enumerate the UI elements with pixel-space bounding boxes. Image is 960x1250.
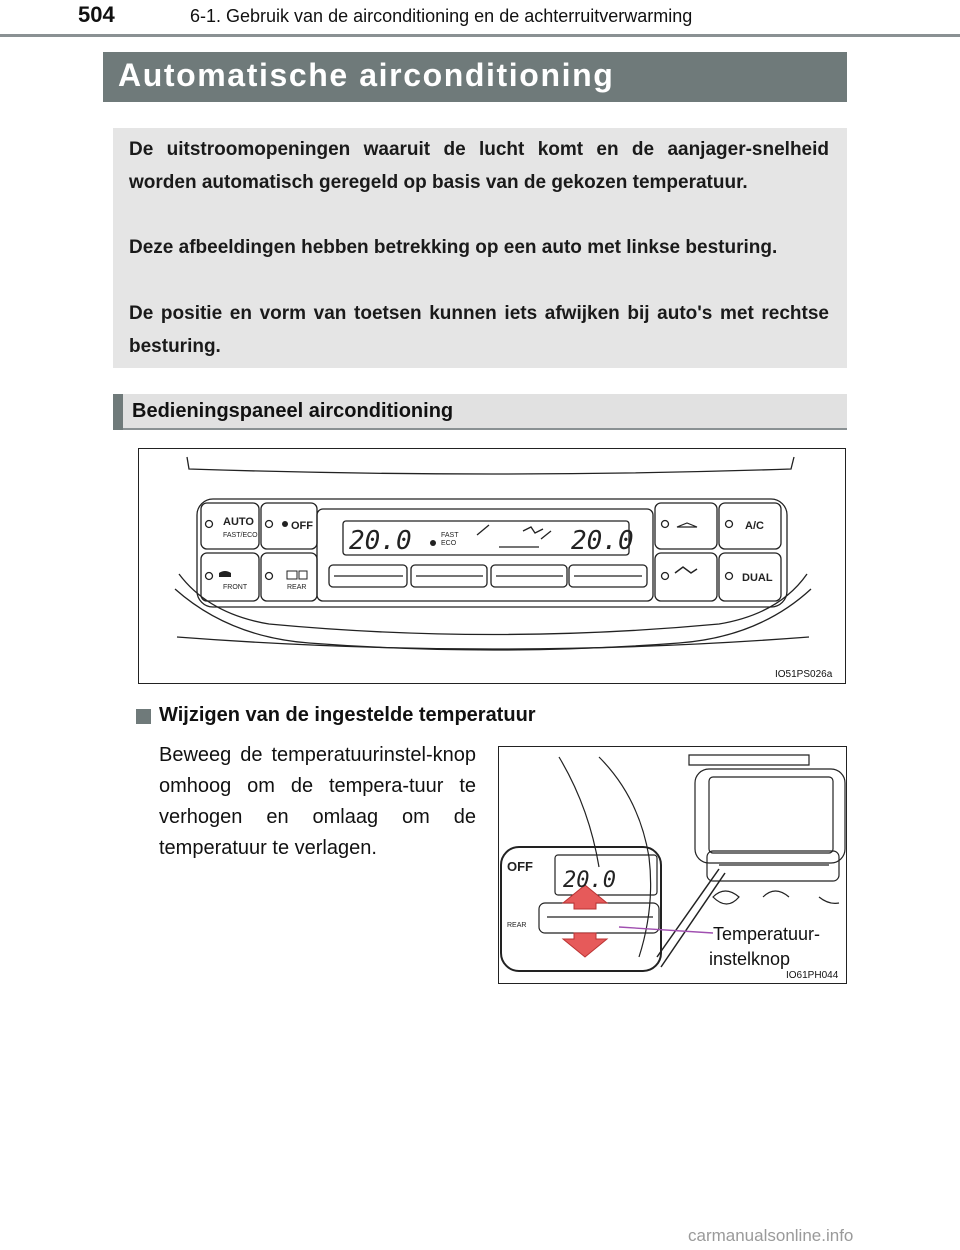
fig2-rear-fragment: REAR: [507, 922, 527, 929]
rear-defrost-label: REAR: [287, 584, 307, 591]
page-title: Automatische airconditioning: [118, 57, 615, 93]
auto-button-label: AUTO: [223, 516, 254, 528]
temperature-switch-figure: [498, 746, 847, 984]
watermark: carmanualsonline.info: [688, 1226, 854, 1245]
temperature-switch-illustration: [499, 747, 847, 984]
section-heading-accent: [113, 394, 123, 430]
figure-1-code: IO51PS026a: [775, 669, 833, 680]
intro-paragraph-2: Deze afbeeldingen hebben betrekking op een auto met linkse besturing.: [129, 237, 778, 258]
intro-paragraph-1: De uitstroomopeningen waaruit de lucht komt en de aanjager-snelheid worden automatisch geregeld op basis van de gekozen temperatuur.: [129, 139, 829, 193]
display-temp-right: 20.0: [571, 526, 634, 556]
figure-2-code: IO61PH044: [786, 970, 839, 981]
ac-button-label: A/C: [745, 520, 764, 532]
header-rule: [0, 34, 960, 37]
section-heading: Bedieningspaneel airconditioning: [132, 400, 454, 422]
fast-eco-label: FAST/ECO: [223, 532, 258, 539]
display-temp-left: 20.0: [349, 526, 412, 556]
fig2-off-fragment: OFF: [507, 859, 533, 874]
temperature-switch-label-line-2: instelknop: [709, 949, 791, 969]
control-panel-figure: [138, 448, 846, 684]
dual-button-label: DUAL: [742, 572, 773, 584]
subsection-body: Beweeg de temperatuurinstel-knop omhoog om de tempera-tuur te verhogen en omlaag om de temperatuur te verlagen.: [159, 744, 476, 859]
display-fast-label: FAST: [441, 532, 459, 539]
temperature-switch-label-line-1: Temperatuur-: [713, 924, 821, 944]
intro-paragraph-3: De positie en vorm van toetsen kunnen iets afwijken bij auto's met rechtse besturing.: [129, 303, 829, 357]
subsection-marker: [136, 709, 151, 724]
off-button-label: OFF: [291, 520, 313, 532]
chapter-title: 6-1. Gebruik van de airconditioning en de achterruitverwarming: [190, 6, 693, 26]
intro-box: [113, 128, 847, 368]
page-number: 504: [78, 2, 115, 27]
display-eco-label: ECO: [441, 540, 457, 547]
control-panel-illustration: [139, 449, 846, 684]
fig2-display-temp: 20.0: [563, 868, 616, 893]
subsection-heading: Wijzigen van de ingestelde temperatuur: [159, 704, 536, 726]
front-defrost-label: FRONT: [223, 584, 248, 591]
